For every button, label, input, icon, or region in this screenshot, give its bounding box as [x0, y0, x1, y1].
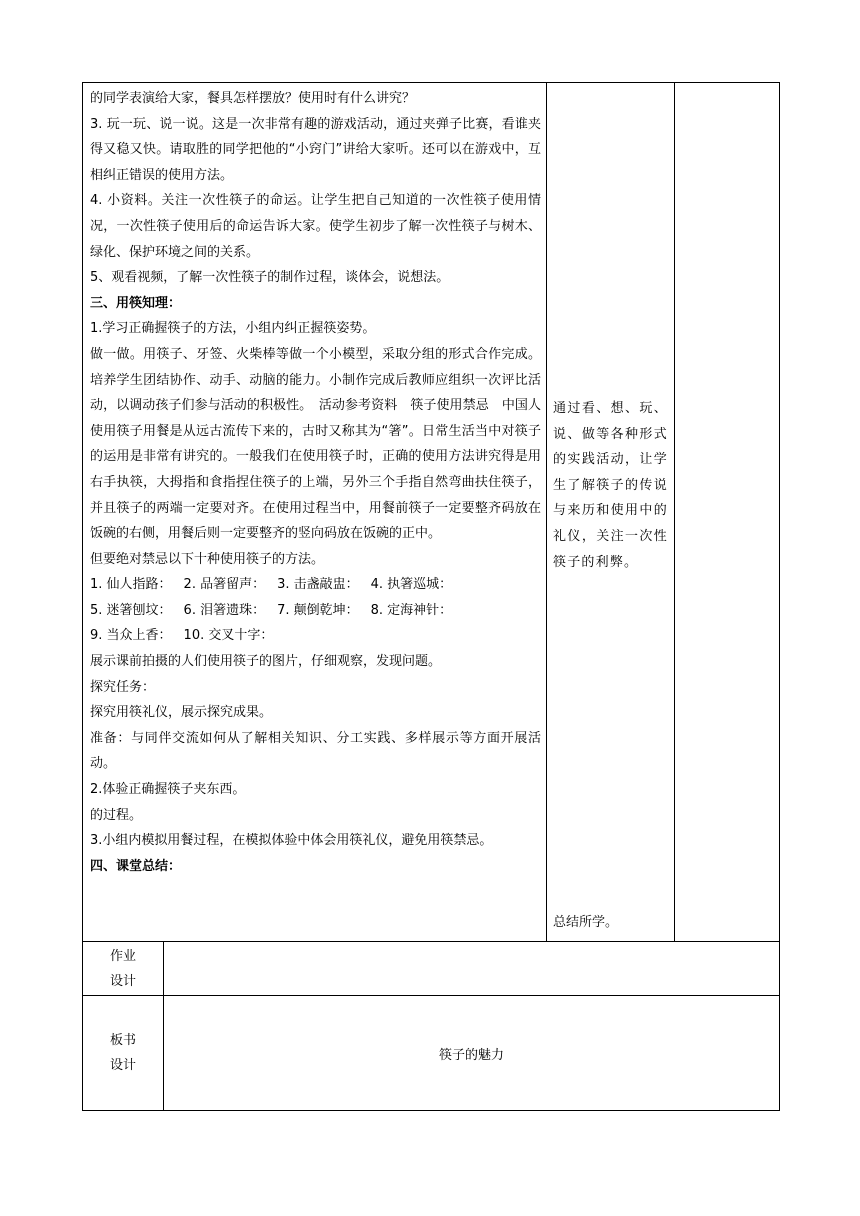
paragraph: 2.体验正确握筷子夹东西。: [90, 782, 246, 798]
paragraph: 展示课前拍摄的人们使用筷子的图片，仔细观察，发现问题。: [90, 654, 442, 670]
homework-label-cell: [83, 942, 164, 996]
taboo-item: 5. 迷箸刨坟：: [90, 602, 172, 618]
taboo-row: [90, 598, 541, 624]
homework-label-line2: 设计: [109, 973, 136, 989]
teaching-process-cell: [83, 83, 547, 942]
taboo-item: 1. 仙人指路：: [90, 577, 172, 593]
design-intent-cell: [547, 83, 675, 942]
taboo-item: 2. 品箸留声：: [183, 577, 266, 593]
taboo-row: [90, 623, 541, 649]
design-intent-text: 通过看、想、玩、说、做等各种形式的实践活动，让学生了解筷子的传说与来历和使用中的礼仪，关注一次性筷子的利弊。: [553, 401, 669, 570]
homework-value-cell: [164, 942, 780, 996]
homework-label-line1: 作业: [109, 948, 136, 964]
paragraph: 的同学表演给大家，餐具怎样摆放？使用时有什么讲究？: [90, 91, 416, 106]
notes-cell: [675, 83, 780, 942]
taboo-item: 3. 击盏敲盅：: [277, 577, 359, 593]
paragraph: 的过程。: [90, 807, 143, 823]
board-label-cell: [83, 996, 164, 1111]
section-heading: 四、课堂总结：: [90, 858, 182, 874]
paragraph: 3. 玩一玩、说一说。这是一次非常有趣的游戏活动，通过夹弹子比赛，看谁夹得又稳又快。请取胜的同学把他的“小窍门”讲给大家听。还可以在游戏中，互相纠正错误的使用方法。: [90, 116, 542, 183]
taboo-item: 10. 交叉十字：: [183, 628, 274, 644]
board-label-line1: 板书: [109, 1033, 136, 1048]
paragraph: 3.小组内模拟用餐过程，在模拟体验中体会用筷礼仪，避免用筷禁忌。: [90, 833, 493, 849]
teaching-process-text: [90, 86, 541, 572]
taboo-item: 6. 泪箸遗珠：: [183, 602, 266, 618]
taboo-item: 7. 颠倒乾坤：: [277, 602, 359, 618]
taboo-item: 8. 定海神针：: [370, 602, 453, 618]
taboo-item: 4. 执箸巡城：: [370, 577, 453, 593]
activity-row: [83, 83, 780, 942]
taboo-list: [90, 572, 541, 649]
teaching-process-text-continued: [90, 649, 541, 879]
taboo-row: [90, 572, 541, 598]
paragraph: 但要绝对禁忌以下十种使用筷子的方法。: [90, 551, 325, 567]
section-heading: 三、用筷知理：: [90, 295, 182, 311]
board-row: [83, 996, 780, 1111]
paragraph: 4. 小资料。关注一次性筷子的命运。让学生把自己知道的一次性筷子使用情况，一次性筷子使用后的命运告诉大家。使学生初步了解一次性筷子与树木、绿化、保护环境之间的关系。: [90, 193, 542, 260]
board-design-cell: [164, 996, 780, 1111]
paragraph: 准备：与同伴交流如何从了解相关知识、分工实践、多样展示等方面开展活动。: [90, 730, 542, 772]
lesson-plan-table: [82, 82, 780, 1111]
taboo-item: 9. 当众上香：: [90, 628, 172, 644]
summary-intent-text: 总结所学。: [553, 915, 619, 930]
board-label-line2: 设计: [109, 1058, 136, 1073]
board-title: 筷子的魅力: [439, 1047, 505, 1063]
paragraph: 1.学习正确握筷子的方法，小组内纠正握筷姿势。: [90, 321, 376, 337]
paragraph: 5、观看视频，了解一次性筷子的制作过程，谈体会，说想法。: [90, 270, 450, 286]
paragraph: 做一做。用筷子、牙签、火柴棒等做一个小模型，采取分组的形式合作完成。培养学生团结协作、动手、动脑的能力。小制作完成后教师应组织一次评比活动，以调动孩子们参与活动的积极性。 活动参考资料 筷子使用禁忌 中国人使用筷子用餐是从远古流传下来的，古时又称其为“箸”。日常生活当中对筷子的运用是非常有讲究的。一般我们在使用筷子时，正确的使用方法讲究得是用右手执筷，大拇指和食指捏住筷子的上端，另外三个手指自然弯曲扶住筷子，并且筷子的两端一定要对齐。在使用过程当中，用餐前筷子一定要整齐码放在饭碗的右侧，用餐后则一定要整齐的竖向码放在饭碗的正中。: [90, 346, 542, 542]
paragraph: 探究任务：: [90, 679, 156, 695]
homework-row: [83, 942, 780, 996]
paragraph: 探究用筷礼仪，展示探究成果。: [90, 705, 273, 721]
